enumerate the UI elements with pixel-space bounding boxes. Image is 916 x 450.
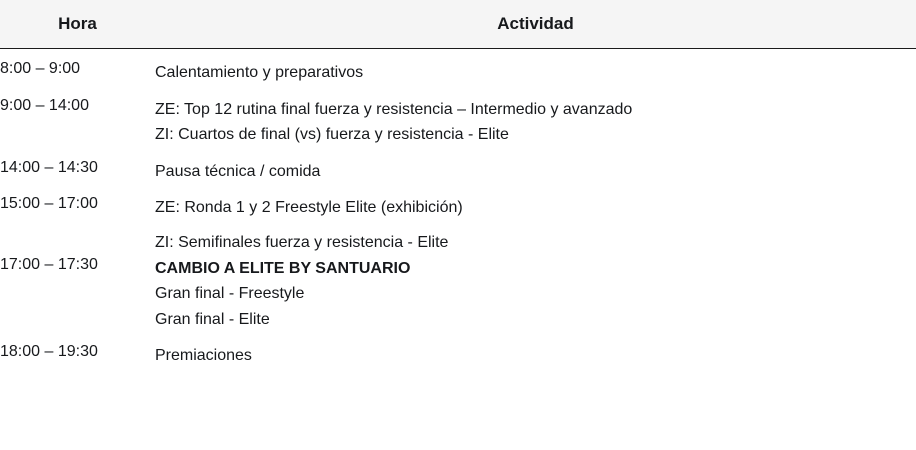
- cell-actividad: [155, 256, 916, 333]
- table-row: [0, 49, 916, 97]
- activity-line: ZI: Semifinales fuerza y resistencia - Elite: [155, 233, 449, 251]
- table-row: [0, 332, 916, 380]
- activity-line: CAMBIO A ELITE BY SANTUARIO: [155, 259, 411, 277]
- column-header-actividad: Actividad: [155, 0, 916, 49]
- table-header: [0, 0, 916, 49]
- cell-hora: 8:00 – 9:00: [0, 49, 155, 97]
- table-row: [0, 148, 916, 196]
- cell-hora: 18:00 – 19:30: [0, 332, 155, 380]
- table-body: [0, 49, 916, 380]
- cell-actividad: [155, 332, 916, 380]
- activity-line: ZE: Top 12 rutina final fuerza y resistencia – Intermedio y avanzado: [155, 100, 633, 118]
- activity-line: ZI: Cuartos de final (vs) fuerza y resistencia - Elite: [155, 126, 509, 144]
- activity-line: Gran final - Freestyle: [155, 285, 305, 303]
- activity-line: Premiaciones: [155, 347, 252, 365]
- cell-hora: 14:00 – 14:30: [0, 148, 155, 196]
- activity-line: ZE: Ronda 1 y 2 Freestyle Elite (exhibición): [155, 199, 463, 217]
- cell-hora: 17:00 – 17:30: [0, 256, 155, 333]
- column-header-hora: Hora: [0, 0, 155, 49]
- table-row: [0, 256, 916, 333]
- cell-hora: 15:00 – 17:00: [0, 195, 155, 255]
- cell-actividad: [155, 148, 916, 196]
- cell-actividad: [155, 49, 916, 97]
- cell-hora: 9:00 – 14:00: [0, 97, 155, 148]
- table-row: [0, 195, 916, 255]
- cell-actividad: [155, 195, 916, 255]
- table-row: [0, 97, 916, 148]
- table-header-row: [0, 0, 916, 49]
- cell-actividad: [155, 97, 916, 148]
- activity-line: Calentamiento y preparativos: [155, 64, 364, 81]
- activity-line: Pausa técnica / comida: [155, 162, 321, 180]
- activity-line: Gran final - Elite: [155, 310, 270, 328]
